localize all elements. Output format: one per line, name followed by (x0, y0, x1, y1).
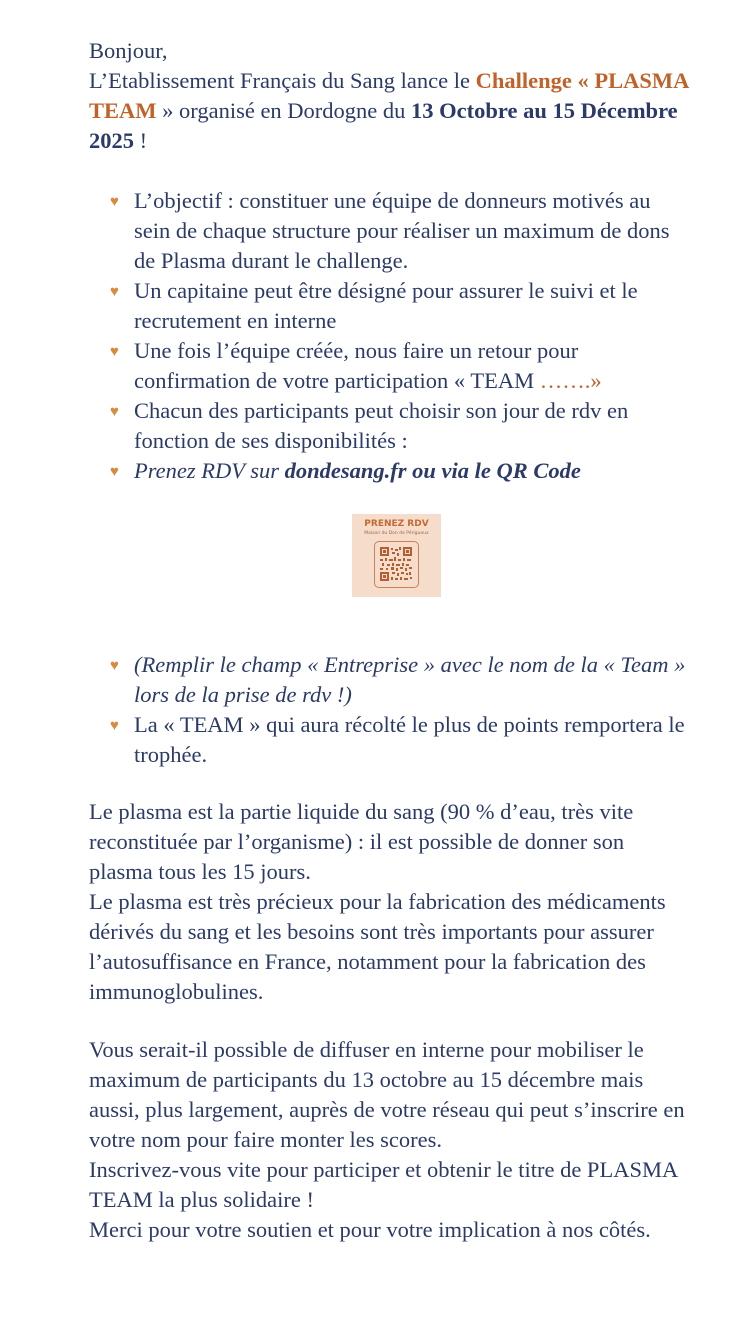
list-item-text: La « TEAM » qui aura récolté le plus de points remportera le trophée. (134, 712, 685, 767)
qr-code-icon (374, 541, 419, 588)
closing-line: Vous serait-il possible de diffuser en interne pour mobiliser le maximum de participants du 13 octobre au 15 décembre mais aussi, plus largement, auprès de votre réseau qui peut s’inscrire en votre nom pour faire monter les scores. (89, 1037, 685, 1152)
qr-code-graphic (380, 547, 412, 581)
list-item (108, 276, 688, 336)
bullet-list-top (108, 186, 688, 486)
heart-icon: ♥ (110, 404, 119, 420)
plasma-info-line: Le plasma est la partie liquide du sang (90 % d’eau, très vite reconstituée par l’organisme) : il est possible de donner son plasma tous les 15 jours. (89, 799, 634, 884)
list-item (108, 650, 688, 710)
qr-code-card[interactable] (352, 514, 441, 597)
intro-paragraph (89, 36, 689, 156)
heart-icon: ♥ (110, 194, 119, 210)
qr-card-title: PRENEZ RDV (364, 519, 429, 529)
bullet-list-bottom (108, 650, 688, 770)
intro-text-end: ! (134, 128, 148, 153)
list-item (108, 456, 688, 486)
qr-card-subtitle: Maison du Don de Périgueux (364, 531, 429, 536)
intro-text: L’Etablissement Français du Sang lance le (89, 68, 476, 93)
list-item-text: Chacun des participants peut choisir son jour de rdv en fonction de ses disponibilités : (134, 398, 629, 453)
heart-icon: ♥ (110, 718, 119, 734)
list-item-text: L’objectif : constituer une équipe de donneurs motivés au sein de chaque structure pour réaliser un maximum de dons de Plasma durant le challenge. (134, 188, 670, 273)
list-item-text: Un capitaine peut être désigné pour assurer le suivi et le recrutement en interne (134, 278, 638, 333)
closing-line: Merci pour votre soutien et pour votre implication à nos côtés. (89, 1217, 651, 1242)
list-item (108, 396, 688, 456)
list-item-text: (Remplir le champ « Entreprise » avec le nom de la « Team » lors de la prise de rdv !) (134, 652, 686, 707)
list-item-text: Prenez RDV sur (134, 458, 285, 483)
heart-icon: ♥ (110, 464, 119, 480)
challenge-dates: 13 Octobre au 15 Décembre 2025 (89, 98, 678, 153)
challenge-name: Challenge « PLASMA TEAM (89, 68, 689, 123)
list-item (108, 710, 688, 770)
list-item (108, 186, 688, 276)
team-placeholder-dots: …….» (539, 368, 602, 393)
closing-line: Inscrivez-vous vite pour participer et obtenir le titre de PLASMA TEAM la plus solidaire ! (89, 1157, 677, 1212)
list-item-text: Une fois l’équipe créée, nous faire un retour pour confirmation de votre participation « TEAM (134, 338, 579, 393)
booking-link[interactable]: dondesang.fr ou via le QR Code (284, 458, 581, 483)
heart-icon: ♥ (110, 658, 119, 674)
plasma-info-line: Le plasma est très précieux pour la fabrication des médicaments dérivés du sang et les besoins sont très importants pour assurer l’autosuffisance en France, notamment pour la fabrication des immunoglobulines. (89, 889, 666, 1004)
heart-icon: ♥ (110, 344, 119, 360)
greeting: Bonjour, (89, 38, 168, 63)
heart-icon: ♥ (110, 284, 119, 300)
closing-paragraph (89, 1035, 689, 1245)
intro-text-middle: » organisé en Dordogne du (156, 98, 412, 123)
plasma-info-paragraph (89, 797, 689, 1007)
list-item (108, 336, 688, 396)
